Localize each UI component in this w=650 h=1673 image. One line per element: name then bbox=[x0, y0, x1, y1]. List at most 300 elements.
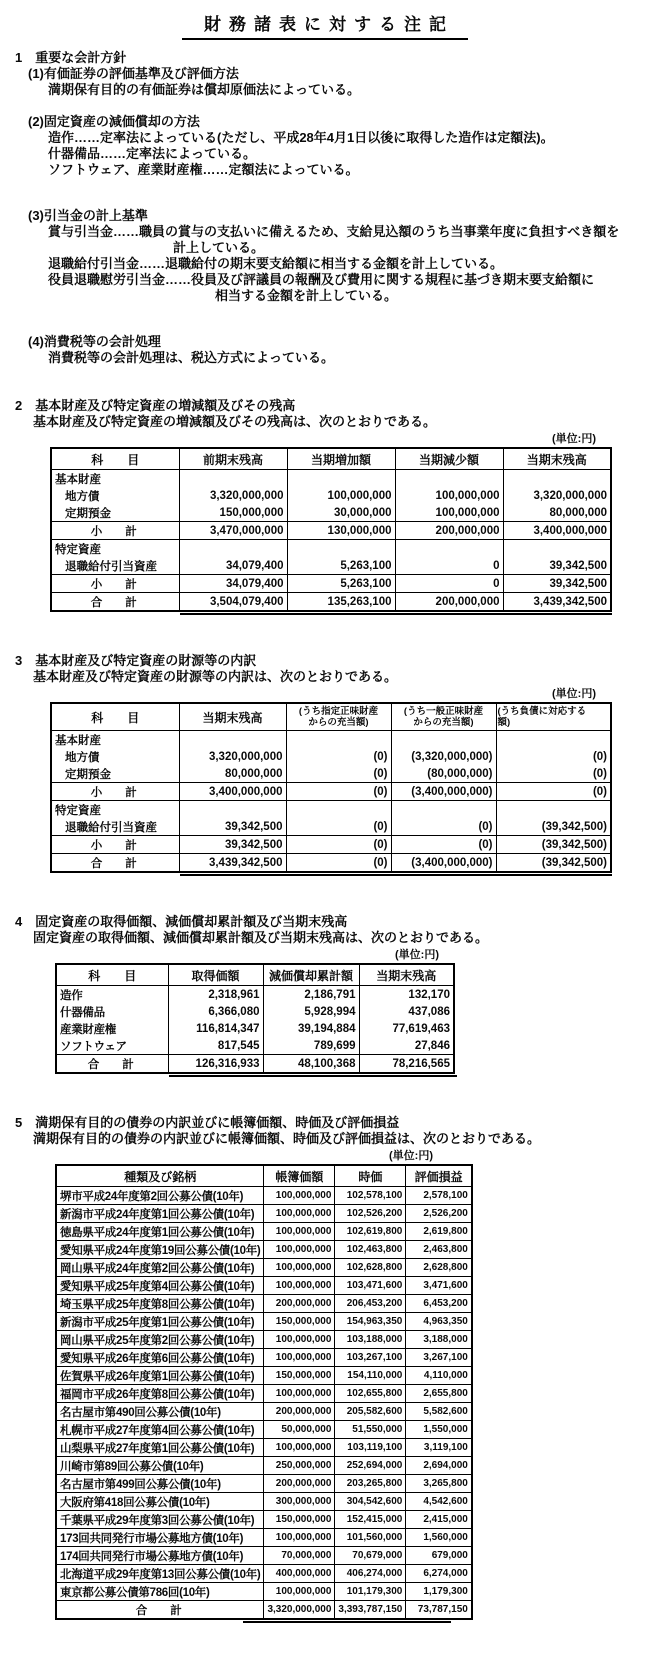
table-row bbox=[56, 1241, 472, 1259]
cell-value: 4,542,600 bbox=[406, 1493, 472, 1511]
table-row bbox=[51, 801, 611, 819]
table-row bbox=[51, 522, 611, 540]
row-label: 川崎市第89回公募公債(10年) bbox=[56, 1457, 264, 1475]
column-header: (うち負債に対応する 額) bbox=[496, 703, 611, 731]
cell-value: (0) bbox=[391, 836, 496, 854]
cell-value: 100,000,000 bbox=[264, 1223, 335, 1241]
cell-value: 200,000,000 bbox=[264, 1403, 335, 1421]
table-row bbox=[56, 1037, 454, 1055]
row-label: 山梨県平成27年度第1回公募公債(10年) bbox=[56, 1439, 264, 1457]
table-row bbox=[56, 1385, 472, 1403]
cell-value: 100,000,000 bbox=[264, 1259, 335, 1277]
cell-value: 6,366,080 bbox=[168, 1003, 263, 1020]
cell-value: (39,342,500) bbox=[496, 854, 611, 873]
header-row bbox=[56, 1165, 472, 1187]
cell-value: (39,342,500) bbox=[496, 836, 611, 854]
cell-value: 200,000,000 bbox=[395, 522, 503, 540]
notes-block-1 bbox=[15, 66, 650, 98]
cell-value: 39,342,500 bbox=[503, 575, 611, 593]
row-label: 合 計 bbox=[56, 1055, 168, 1074]
cell-value: 100,000,000 bbox=[264, 1331, 335, 1349]
table-row bbox=[56, 1583, 472, 1601]
row-label: 堺市平成24年度第2回公募公債(10年) bbox=[56, 1187, 264, 1205]
cell-value: 3,265,800 bbox=[406, 1475, 472, 1493]
section-2 bbox=[15, 398, 650, 615]
cell-value bbox=[391, 731, 496, 749]
cell-value: 103,119,100 bbox=[335, 1439, 406, 1457]
cell-value: 39,342,500 bbox=[503, 557, 611, 575]
cell-value: 100,000,000 bbox=[264, 1439, 335, 1457]
column-header: (うち一般正味財産 からの充当額) bbox=[391, 703, 496, 731]
row-label: 愛知県平成24年度第19回公募公債(10年) bbox=[56, 1241, 264, 1259]
column-header: 帳簿価額 bbox=[264, 1165, 335, 1187]
row-label: 埼玉県平成25年度第8回公募公債(10年) bbox=[56, 1295, 264, 1313]
section-heading: 5 満期保有目的の債券の内訳並びに帳簿価額、時価及び評価損益 bbox=[15, 1115, 400, 1130]
row-label: 定期預金 bbox=[51, 765, 179, 783]
cell-value: 1,550,000 bbox=[406, 1421, 472, 1439]
table-row bbox=[51, 487, 611, 504]
cell-value: 70,679,000 bbox=[335, 1547, 406, 1565]
cell-value: (0) bbox=[286, 836, 391, 854]
row-label: 合 計 bbox=[51, 854, 179, 873]
cell-value: 103,267,100 bbox=[335, 1349, 406, 1367]
cell-value: 0 bbox=[395, 557, 503, 575]
title-block bbox=[0, 10, 650, 40]
cell-value: 679,000 bbox=[406, 1547, 472, 1565]
table-row bbox=[56, 1055, 454, 1074]
table-row bbox=[56, 1003, 454, 1020]
header-row bbox=[51, 703, 611, 731]
cell-value: 30,000,000 bbox=[287, 504, 395, 522]
row-label: 基本財産 bbox=[51, 731, 179, 749]
cell-value: 1,560,000 bbox=[406, 1529, 472, 1547]
row-label: 大阪府第418回公募公債(10年) bbox=[56, 1493, 264, 1511]
note-line: 造作……定率法によっている(ただし、平成28年4月1日以後に取得した造作は定額法)。 bbox=[48, 130, 554, 145]
cell-value: 2,186,791 bbox=[263, 986, 359, 1004]
cell-value: 132,170 bbox=[359, 986, 454, 1004]
row-label: 什器備品 bbox=[56, 1003, 168, 1020]
cell-value: 39,342,500 bbox=[179, 836, 286, 854]
table-row bbox=[56, 1529, 472, 1547]
cell-value: 304,542,600 bbox=[335, 1493, 406, 1511]
cell-value: 34,079,400 bbox=[179, 575, 287, 593]
cell-value: 80,000,000 bbox=[179, 765, 286, 783]
cell-value: 2,619,800 bbox=[406, 1223, 472, 1241]
cell-value: (80,000,000) bbox=[391, 765, 496, 783]
table-row bbox=[51, 557, 611, 575]
cell-value: 102,655,800 bbox=[335, 1385, 406, 1403]
cell-value bbox=[179, 801, 286, 819]
note-line: 消費税等の会計処理は、税込方式によっている。 bbox=[48, 350, 335, 365]
cell-value: 103,471,600 bbox=[335, 1277, 406, 1295]
cell-value bbox=[496, 801, 611, 819]
row-label: 千葉県平成29年度第3回公募公債(10年) bbox=[56, 1511, 264, 1529]
row-label: 合 計 bbox=[56, 1601, 264, 1620]
cell-value: 2,628,800 bbox=[406, 1259, 472, 1277]
row-label: 合 計 bbox=[51, 593, 179, 612]
cell-value: 3,400,000,000 bbox=[179, 783, 286, 801]
table-row bbox=[56, 1565, 472, 1583]
row-label: 174回共同発行市場公募地方債(10年) bbox=[56, 1547, 264, 1565]
notes-block-2 bbox=[15, 114, 650, 178]
row-label: 退職給付引当資産 bbox=[51, 818, 179, 836]
cell-value: 2,415,000 bbox=[406, 1511, 472, 1529]
table-row bbox=[51, 836, 611, 854]
note-line: 賞与引当金……職員の賞与の支払いに備えるため、支給見込額のうち当事業年度に負担すべき額を bbox=[48, 224, 620, 239]
double-rule bbox=[180, 613, 612, 615]
cell-value: 203,265,800 bbox=[335, 1475, 406, 1493]
cell-value: 70,000,000 bbox=[264, 1547, 335, 1565]
cell-value: 150,000,000 bbox=[179, 504, 287, 522]
table-row bbox=[56, 1421, 472, 1439]
table-row bbox=[56, 1601, 472, 1620]
note-line: 相当する金額を計上している。 bbox=[215, 288, 398, 303]
cell-value: 3,267,100 bbox=[406, 1349, 472, 1367]
cell-value: (0) bbox=[496, 748, 611, 765]
cell-value: 78,216,565 bbox=[359, 1055, 454, 1074]
cell-value bbox=[503, 540, 611, 558]
column-header: 当期増加額 bbox=[287, 448, 395, 470]
table-row bbox=[51, 783, 611, 801]
row-label: 徳島県平成24年度第1回公募公債(10年) bbox=[56, 1223, 264, 1241]
cell-value: 3,119,100 bbox=[406, 1439, 472, 1457]
cell-value bbox=[179, 470, 287, 488]
cell-value: 4,963,350 bbox=[406, 1313, 472, 1331]
cell-value: 51,550,000 bbox=[335, 1421, 406, 1439]
column-header: 科 目 bbox=[51, 703, 179, 731]
table-row bbox=[56, 1223, 472, 1241]
row-label: 札幌市平成27年度第4回公募公債(10年) bbox=[56, 1421, 264, 1439]
cell-value bbox=[287, 470, 395, 488]
cell-value: 130,000,000 bbox=[287, 522, 395, 540]
row-label: 特定資産 bbox=[51, 801, 179, 819]
cell-value: 154,110,000 bbox=[335, 1367, 406, 1385]
column-header: 種類及び銘柄 bbox=[56, 1165, 264, 1187]
note-line: 満期保有目的の有価証券は償却原価法によっている。 bbox=[48, 82, 361, 97]
fixed-assets-table bbox=[55, 963, 455, 1074]
table-row bbox=[51, 818, 611, 836]
cell-value: 102,463,800 bbox=[335, 1241, 406, 1259]
row-label: 退職給付引当資産 bbox=[51, 557, 179, 575]
cell-value: 100,000,000 bbox=[264, 1529, 335, 1547]
cell-value: 6,453,200 bbox=[406, 1295, 472, 1313]
table-row bbox=[56, 1511, 472, 1529]
table-row bbox=[51, 748, 611, 765]
row-label: 東京都公募公債第786回(10年) bbox=[56, 1583, 264, 1601]
cell-value bbox=[391, 801, 496, 819]
double-rule bbox=[243, 1621, 451, 1623]
notes-block-4 bbox=[15, 334, 650, 366]
section-intro: 固定資産の取得価額、減価償却累計額及び当期末残高は、次のとおりである。 bbox=[33, 930, 489, 945]
cell-value: 3,471,600 bbox=[406, 1277, 472, 1295]
cell-value: (0) bbox=[496, 783, 611, 801]
cell-value bbox=[286, 801, 391, 819]
section-3 bbox=[15, 653, 650, 876]
cell-value: 3,504,079,400 bbox=[179, 593, 287, 612]
cell-value: 0 bbox=[395, 575, 503, 593]
row-label: 産業財産権 bbox=[56, 1020, 168, 1037]
unit-label: (単位:円) bbox=[552, 433, 596, 445]
cell-value: 3,470,000,000 bbox=[179, 522, 287, 540]
cell-value: 3,188,000 bbox=[406, 1331, 472, 1349]
cell-value: 400,000,000 bbox=[264, 1565, 335, 1583]
cell-value: 100,000,000 bbox=[287, 487, 395, 504]
double-rule bbox=[180, 874, 612, 876]
table-row bbox=[51, 575, 611, 593]
cell-value: 100,000,000 bbox=[395, 487, 503, 504]
cell-value: 200,000,000 bbox=[395, 593, 503, 612]
table-row bbox=[56, 1493, 472, 1511]
note-line: ソフトウェア、産業財産権……定額法によっている。 bbox=[48, 162, 359, 177]
cell-value: 101,179,300 bbox=[335, 1583, 406, 1601]
row-label: 小 計 bbox=[51, 836, 179, 854]
cell-value: 100,000,000 bbox=[264, 1385, 335, 1403]
unit-label: (単位:円) bbox=[552, 688, 596, 700]
table-row bbox=[51, 504, 611, 522]
row-label: 造作 bbox=[56, 986, 168, 1004]
column-header: 当期減少額 bbox=[395, 448, 503, 470]
row-label: 特定資産 bbox=[51, 540, 179, 558]
cell-value: 250,000,000 bbox=[264, 1457, 335, 1475]
table-row bbox=[56, 1457, 472, 1475]
column-header: (うち指定正味財産 からの充当額) bbox=[286, 703, 391, 731]
row-label: 岡山県平成25年度第2回公募公債(10年) bbox=[56, 1331, 264, 1349]
cell-value: 789,699 bbox=[263, 1037, 359, 1055]
cell-value: 126,316,933 bbox=[168, 1055, 263, 1074]
table-row bbox=[56, 1349, 472, 1367]
cell-value: 5,263,100 bbox=[287, 557, 395, 575]
cell-value: 48,100,368 bbox=[263, 1055, 359, 1074]
cell-value: 817,545 bbox=[168, 1037, 263, 1055]
cell-value: 100,000,000 bbox=[264, 1277, 335, 1295]
cell-value: 3,320,000,000 bbox=[264, 1601, 335, 1620]
table-row bbox=[56, 1313, 472, 1331]
cell-value: 5,928,994 bbox=[263, 1003, 359, 1020]
cell-value: 150,000,000 bbox=[264, 1367, 335, 1385]
cell-value: 100,000,000 bbox=[264, 1583, 335, 1601]
cell-value: (3,400,000,000) bbox=[391, 783, 496, 801]
cell-value: 406,274,000 bbox=[335, 1565, 406, 1583]
section-5 bbox=[15, 1115, 650, 1623]
cell-value: 6,274,000 bbox=[406, 1565, 472, 1583]
cell-value bbox=[496, 731, 611, 749]
section-heading: 3 基本財産及び特定資産の財源等の内訳 bbox=[15, 653, 257, 668]
table-row bbox=[56, 1205, 472, 1223]
cell-value: 103,188,000 bbox=[335, 1331, 406, 1349]
section-intro: 満期保有目的の債券の内訳並びに帳簿価額、時価及び評価損益は、次のとおりである。 bbox=[33, 1131, 541, 1146]
cell-value: (39,342,500) bbox=[496, 818, 611, 836]
cell-value: 100,000,000 bbox=[264, 1205, 335, 1223]
cell-value: (0) bbox=[286, 748, 391, 765]
cell-value: 150,000,000 bbox=[264, 1313, 335, 1331]
unit-label: (単位:円) bbox=[389, 1150, 433, 1162]
cell-value: 102,619,800 bbox=[335, 1223, 406, 1241]
cell-value: 116,814,347 bbox=[168, 1020, 263, 1037]
column-header: 科 目 bbox=[51, 448, 179, 470]
cell-value: (0) bbox=[286, 765, 391, 783]
column-header: 当期末残高 bbox=[179, 703, 286, 731]
cell-value: 3,439,342,500 bbox=[179, 854, 286, 873]
table-row bbox=[56, 1331, 472, 1349]
cell-value: 100,000,000 bbox=[395, 504, 503, 522]
cell-value: 27,846 bbox=[359, 1037, 454, 1055]
section-4 bbox=[15, 914, 650, 1077]
section-1 bbox=[15, 50, 650, 366]
cell-value bbox=[503, 470, 611, 488]
column-header: 評価損益 bbox=[406, 1165, 472, 1187]
bonds-table bbox=[55, 1164, 473, 1620]
row-label: 地方債 bbox=[51, 748, 179, 765]
cell-value: 50,000,000 bbox=[264, 1421, 335, 1439]
section-heading: 2 基本財産及び特定資産の増減額及びその残高 bbox=[15, 398, 296, 413]
cell-value: 135,263,100 bbox=[287, 593, 395, 612]
cell-value: 2,318,961 bbox=[168, 986, 263, 1004]
cell-value: 252,694,000 bbox=[335, 1457, 406, 1475]
table-row bbox=[51, 470, 611, 488]
cell-value: 2,694,000 bbox=[406, 1457, 472, 1475]
cell-value bbox=[395, 540, 503, 558]
table-row bbox=[51, 765, 611, 783]
cell-value bbox=[179, 540, 287, 558]
cell-value: 2,655,800 bbox=[406, 1385, 472, 1403]
row-label: 福岡市平成26年度第8回公募公債(10年) bbox=[56, 1385, 264, 1403]
cell-value: 154,963,350 bbox=[335, 1313, 406, 1331]
cell-value: 205,582,600 bbox=[335, 1403, 406, 1421]
section-heading: 4 固定資産の取得価額、減価償却累計額及び当期末残高 bbox=[15, 914, 348, 929]
column-header: 科 目 bbox=[56, 964, 168, 986]
column-header: 当期末残高 bbox=[503, 448, 611, 470]
cell-value: 3,320,000,000 bbox=[179, 487, 287, 504]
note-line: 什器備品……定率法によっている。 bbox=[48, 146, 257, 161]
row-label: 岡山県平成24年度第2回公募公債(10年) bbox=[56, 1259, 264, 1277]
notes-block-3 bbox=[15, 208, 650, 304]
row-label: 地方債 bbox=[51, 487, 179, 504]
funding-breakdown-table bbox=[50, 702, 612, 873]
cell-value: 3,393,787,150 bbox=[335, 1601, 406, 1620]
cell-value: (0) bbox=[391, 818, 496, 836]
cell-value: 3,320,000,000 bbox=[179, 748, 286, 765]
note-line: (3)引当金の計上基準 bbox=[28, 208, 148, 223]
column-header: 前期末残高 bbox=[179, 448, 287, 470]
header-row bbox=[56, 964, 454, 986]
cell-value bbox=[179, 731, 286, 749]
cell-value: 100,000,000 bbox=[264, 1241, 335, 1259]
cell-value bbox=[287, 540, 395, 558]
table-row bbox=[51, 731, 611, 749]
table-row bbox=[56, 1367, 472, 1385]
cell-value: (3,400,000,000) bbox=[391, 854, 496, 873]
table-row bbox=[56, 1295, 472, 1313]
cell-value: 77,619,463 bbox=[359, 1020, 454, 1037]
row-label: 173回共同発行市場公募地方債(10年) bbox=[56, 1529, 264, 1547]
cell-value: 80,000,000 bbox=[503, 504, 611, 522]
note-line: (4)消費税等の会計処理 bbox=[28, 334, 161, 349]
table-row bbox=[56, 1475, 472, 1493]
row-label: 小 計 bbox=[51, 783, 179, 801]
table-row bbox=[56, 1403, 472, 1421]
cell-value: (0) bbox=[286, 818, 391, 836]
note-line: (1)有価証券の評価基準及び評価方法 bbox=[28, 66, 239, 81]
cell-value: 152,415,000 bbox=[335, 1511, 406, 1529]
cell-value: 102,628,800 bbox=[335, 1259, 406, 1277]
cell-value: 200,000,000 bbox=[264, 1475, 335, 1493]
row-label: 小 計 bbox=[51, 522, 179, 540]
row-label: 定期預金 bbox=[51, 504, 179, 522]
cell-value: 102,578,100 bbox=[335, 1187, 406, 1205]
assets-change-table bbox=[50, 447, 612, 612]
cell-value: (0) bbox=[496, 765, 611, 783]
table-row bbox=[51, 540, 611, 558]
row-label: ソフトウェア bbox=[56, 1037, 168, 1055]
cell-value: 101,560,000 bbox=[335, 1529, 406, 1547]
table-row bbox=[56, 1259, 472, 1277]
table-row bbox=[51, 593, 611, 612]
table-row bbox=[56, 986, 454, 1004]
cell-value: 437,086 bbox=[359, 1003, 454, 1020]
cell-value: 4,110,000 bbox=[406, 1367, 472, 1385]
section-heading: 1 重要な会計方針 bbox=[15, 50, 127, 65]
row-label: 佐賀県平成26年度第1回公募公債(10年) bbox=[56, 1367, 264, 1385]
section-intro: 基本財産及び特定資産の財源等の内訳は、次のとおりである。 bbox=[33, 669, 398, 684]
cell-value: 206,453,200 bbox=[335, 1295, 406, 1313]
cell-value: (0) bbox=[286, 783, 391, 801]
cell-value: 102,526,200 bbox=[335, 1205, 406, 1223]
row-label: 北海道平成29年度第13回公募公債(10年) bbox=[56, 1565, 264, 1583]
table-row bbox=[56, 1020, 454, 1037]
row-label: 新潟市平成24年度第1回公募公債(10年) bbox=[56, 1205, 264, 1223]
row-label: 愛知県平成25年度第4回公募公債(10年) bbox=[56, 1277, 264, 1295]
column-header: 取得価額 bbox=[168, 964, 263, 986]
cell-value bbox=[395, 470, 503, 488]
row-label: 愛知県平成26年度第6回公募公債(10年) bbox=[56, 1349, 264, 1367]
cell-value: 100,000,000 bbox=[264, 1349, 335, 1367]
column-header: 時価 bbox=[335, 1165, 406, 1187]
table-row bbox=[56, 1187, 472, 1205]
cell-value: 150,000,000 bbox=[264, 1511, 335, 1529]
cell-value: (3,320,000,000) bbox=[391, 748, 496, 765]
row-label: 小 計 bbox=[51, 575, 179, 593]
note-line: 役員退職慰労引当金……役員及び評議員の報酬及び費用に関する規程に基づき期末要支給額に bbox=[48, 272, 595, 287]
cell-value: 300,000,000 bbox=[264, 1493, 335, 1511]
table-row bbox=[56, 1547, 472, 1565]
row-label: 基本財産 bbox=[51, 470, 179, 488]
row-label: 名古屋市第490回公募公債(10年) bbox=[56, 1403, 264, 1421]
cell-value: 39,194,884 bbox=[263, 1020, 359, 1037]
cell-value: 3,439,342,500 bbox=[503, 593, 611, 612]
row-label: 名古屋市第499回公募公債(10年) bbox=[56, 1475, 264, 1493]
cell-value: 2,578,100 bbox=[406, 1187, 472, 1205]
cell-value: 1,179,300 bbox=[406, 1583, 472, 1601]
cell-value: 73,787,150 bbox=[406, 1601, 472, 1620]
cell-value: (0) bbox=[286, 854, 391, 873]
header-row bbox=[51, 448, 611, 470]
cell-value: 200,000,000 bbox=[264, 1295, 335, 1313]
cell-value: 2,463,800 bbox=[406, 1241, 472, 1259]
section-intro: 基本財産及び特定資産の増減額及びその残高は、次のとおりである。 bbox=[33, 414, 437, 429]
cell-value: 5,263,100 bbox=[287, 575, 395, 593]
note-line: 退職給付引当金……退職給付の期末要支給額に相当する金額を計上している。 bbox=[48, 256, 504, 271]
row-label: 新潟市平成25年度第1回公募公債(10年) bbox=[56, 1313, 264, 1331]
page-title: 財務諸表に対する注記 bbox=[182, 10, 468, 40]
cell-value: 100,000,000 bbox=[264, 1187, 335, 1205]
cell-value: 5,582,600 bbox=[406, 1403, 472, 1421]
table-row bbox=[56, 1439, 472, 1457]
unit-label: (単位:円) bbox=[395, 949, 439, 961]
column-header: 減価償却累計額 bbox=[263, 964, 359, 986]
table-row bbox=[56, 1277, 472, 1295]
note-line: (2)固定資産の減価償却の方法 bbox=[28, 114, 200, 129]
table-row bbox=[51, 854, 611, 873]
